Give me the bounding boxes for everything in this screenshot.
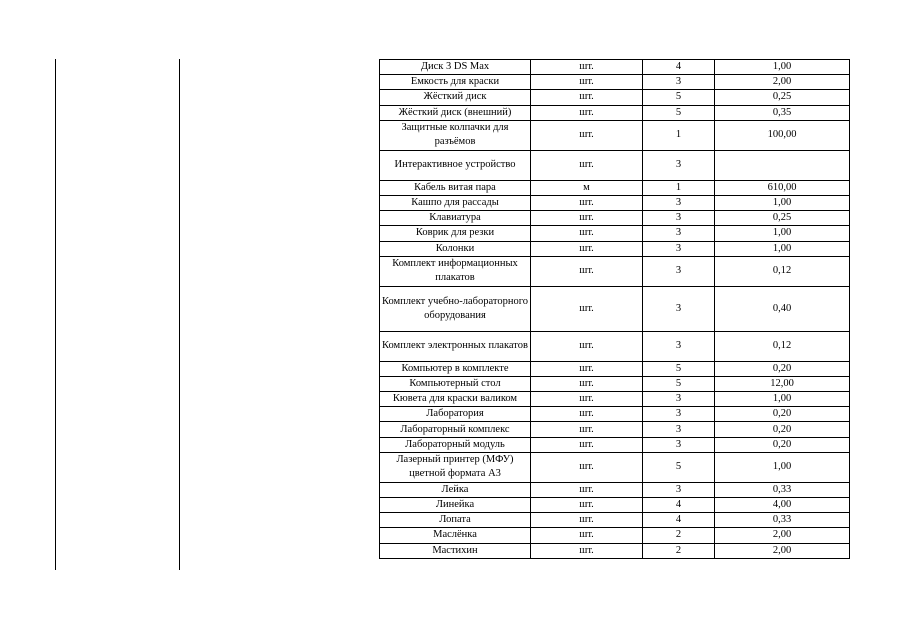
item-unit: шт. (531, 407, 643, 422)
item-value: 1,00 (715, 226, 850, 241)
item-unit: шт. (531, 437, 643, 452)
item-qty: 3 (643, 392, 715, 407)
item-value: 0,20 (715, 437, 850, 452)
item-unit: шт. (531, 513, 643, 528)
table-row (380, 498, 850, 513)
item-qty: 3 (643, 195, 715, 210)
item-unit: шт. (531, 543, 643, 558)
item-value: 1,00 (715, 392, 850, 407)
item-unit: шт. (531, 195, 643, 210)
left-border-line (55, 59, 56, 570)
item-qty: 1 (643, 180, 715, 195)
item-qty: 3 (643, 407, 715, 422)
item-name: Жёсткий диск (внешний) (380, 105, 531, 120)
table-row (380, 286, 850, 331)
table-row (380, 376, 850, 391)
item-value: 610,00 (715, 180, 850, 195)
item-qty: 3 (643, 256, 715, 286)
item-value: 0,20 (715, 407, 850, 422)
item-qty: 5 (643, 376, 715, 391)
item-unit: шт. (531, 528, 643, 543)
item-name: Емкость для краски (380, 75, 531, 90)
item-value: 0,25 (715, 90, 850, 105)
item-unit: шт. (531, 90, 643, 105)
item-value: 0,20 (715, 361, 850, 376)
item-qty: 3 (643, 241, 715, 256)
item-qty: 4 (643, 513, 715, 528)
item-qty: 4 (643, 498, 715, 513)
item-qty: 3 (643, 422, 715, 437)
item-qty: 3 (643, 437, 715, 452)
table-row (380, 180, 850, 195)
item-value: 0,33 (715, 482, 850, 497)
item-qty: 5 (643, 90, 715, 105)
table-row (380, 452, 850, 482)
item-qty: 3 (643, 211, 715, 226)
table-row (380, 60, 850, 75)
item-qty: 2 (643, 528, 715, 543)
item-unit: шт. (531, 211, 643, 226)
item-name: Маслёнка (380, 528, 531, 543)
table-row (380, 513, 850, 528)
item-name: Диск 3 DS Max (380, 60, 531, 75)
table-row (380, 543, 850, 558)
table-row (380, 528, 850, 543)
item-unit: шт. (531, 75, 643, 90)
item-name: Клавиатура (380, 211, 531, 226)
table-row (380, 226, 850, 241)
table-row (380, 90, 850, 105)
item-unit: шт. (531, 256, 643, 286)
table-row (380, 105, 850, 120)
item-name: Лейка (380, 482, 531, 497)
item-unit: шт. (531, 482, 643, 497)
item-unit: м (531, 180, 643, 195)
item-value: 1,00 (715, 452, 850, 482)
item-name: Жёсткий диск (380, 90, 531, 105)
table-row (380, 361, 850, 376)
item-name: Лабораторный комплекс (380, 422, 531, 437)
table-row (380, 422, 850, 437)
item-name: Кабель витая пара (380, 180, 531, 195)
item-name: Лопата (380, 513, 531, 528)
table-row (380, 482, 850, 497)
item-name: Кювета для краски валиком (380, 392, 531, 407)
item-value: 2,00 (715, 75, 850, 90)
table-row (380, 331, 850, 361)
item-unit: шт. (531, 286, 643, 331)
item-value: 0,25 (715, 211, 850, 226)
item-unit: шт. (531, 226, 643, 241)
item-value: 2,00 (715, 528, 850, 543)
item-qty: 3 (643, 482, 715, 497)
item-qty: 1 (643, 120, 715, 150)
item-value: 100,00 (715, 120, 850, 150)
item-qty: 3 (643, 226, 715, 241)
table-row (380, 120, 850, 150)
item-name: Лаборатория (380, 407, 531, 422)
item-value: 0,12 (715, 256, 850, 286)
item-unit: шт. (531, 60, 643, 75)
item-value: 1,00 (715, 241, 850, 256)
table-row (380, 75, 850, 90)
item-name: Интерактивное устройство (380, 150, 531, 180)
item-qty: 2 (643, 543, 715, 558)
item-value: 12,00 (715, 376, 850, 391)
item-value: 1,00 (715, 195, 850, 210)
item-name: Комплект информационных плакатов (380, 256, 531, 286)
item-value: 1,00 (715, 60, 850, 75)
item-qty: 5 (643, 361, 715, 376)
table-row (380, 407, 850, 422)
table-row (380, 150, 850, 180)
left-column-divider (179, 59, 180, 570)
item-unit: шт. (531, 150, 643, 180)
equipment-table (379, 59, 850, 559)
item-value: 4,00 (715, 498, 850, 513)
item-qty: 4 (643, 60, 715, 75)
item-qty: 3 (643, 331, 715, 361)
item-unit: шт. (531, 361, 643, 376)
item-name: Компьютер в комплекте (380, 361, 531, 376)
item-name: Лазерный принтер (МФУ) цветной формата А3 (380, 452, 531, 482)
item-name: Кашпо для рассады (380, 195, 531, 210)
item-value (715, 150, 850, 180)
item-name: Комплект электронных плакатов (380, 331, 531, 361)
table-row (380, 211, 850, 226)
item-value: 0,12 (715, 331, 850, 361)
table-row (380, 437, 850, 452)
item-qty: 5 (643, 452, 715, 482)
item-unit: шт. (531, 331, 643, 361)
item-unit: шт. (531, 422, 643, 437)
item-unit: шт. (531, 376, 643, 391)
item-value: 2,00 (715, 543, 850, 558)
item-name: Комплект учебно-лабораторного оборудования (380, 286, 531, 331)
table-row (380, 256, 850, 286)
item-name: Защитные колпачки для разъёмов (380, 120, 531, 150)
item-unit: шт. (531, 392, 643, 407)
item-name: Линейка (380, 498, 531, 513)
item-name: Коврик для резки (380, 226, 531, 241)
item-value: 0,20 (715, 422, 850, 437)
item-value: 0,40 (715, 286, 850, 331)
table-row (380, 392, 850, 407)
table-row (380, 195, 850, 210)
item-value: 0,35 (715, 105, 850, 120)
item-qty: 3 (643, 150, 715, 180)
item-qty: 3 (643, 286, 715, 331)
item-name: Лабораторный модуль (380, 437, 531, 452)
item-qty: 3 (643, 75, 715, 90)
item-name: Мастихин (380, 543, 531, 558)
item-value: 0,33 (715, 513, 850, 528)
table-row (380, 241, 850, 256)
item-name: Компьютерный стол (380, 376, 531, 391)
item-unit: шт. (531, 120, 643, 150)
item-unit: шт. (531, 498, 643, 513)
item-qty: 5 (643, 105, 715, 120)
item-unit: шт. (531, 452, 643, 482)
item-unit: шт. (531, 241, 643, 256)
item-unit: шт. (531, 105, 643, 120)
item-name: Колонки (380, 241, 531, 256)
